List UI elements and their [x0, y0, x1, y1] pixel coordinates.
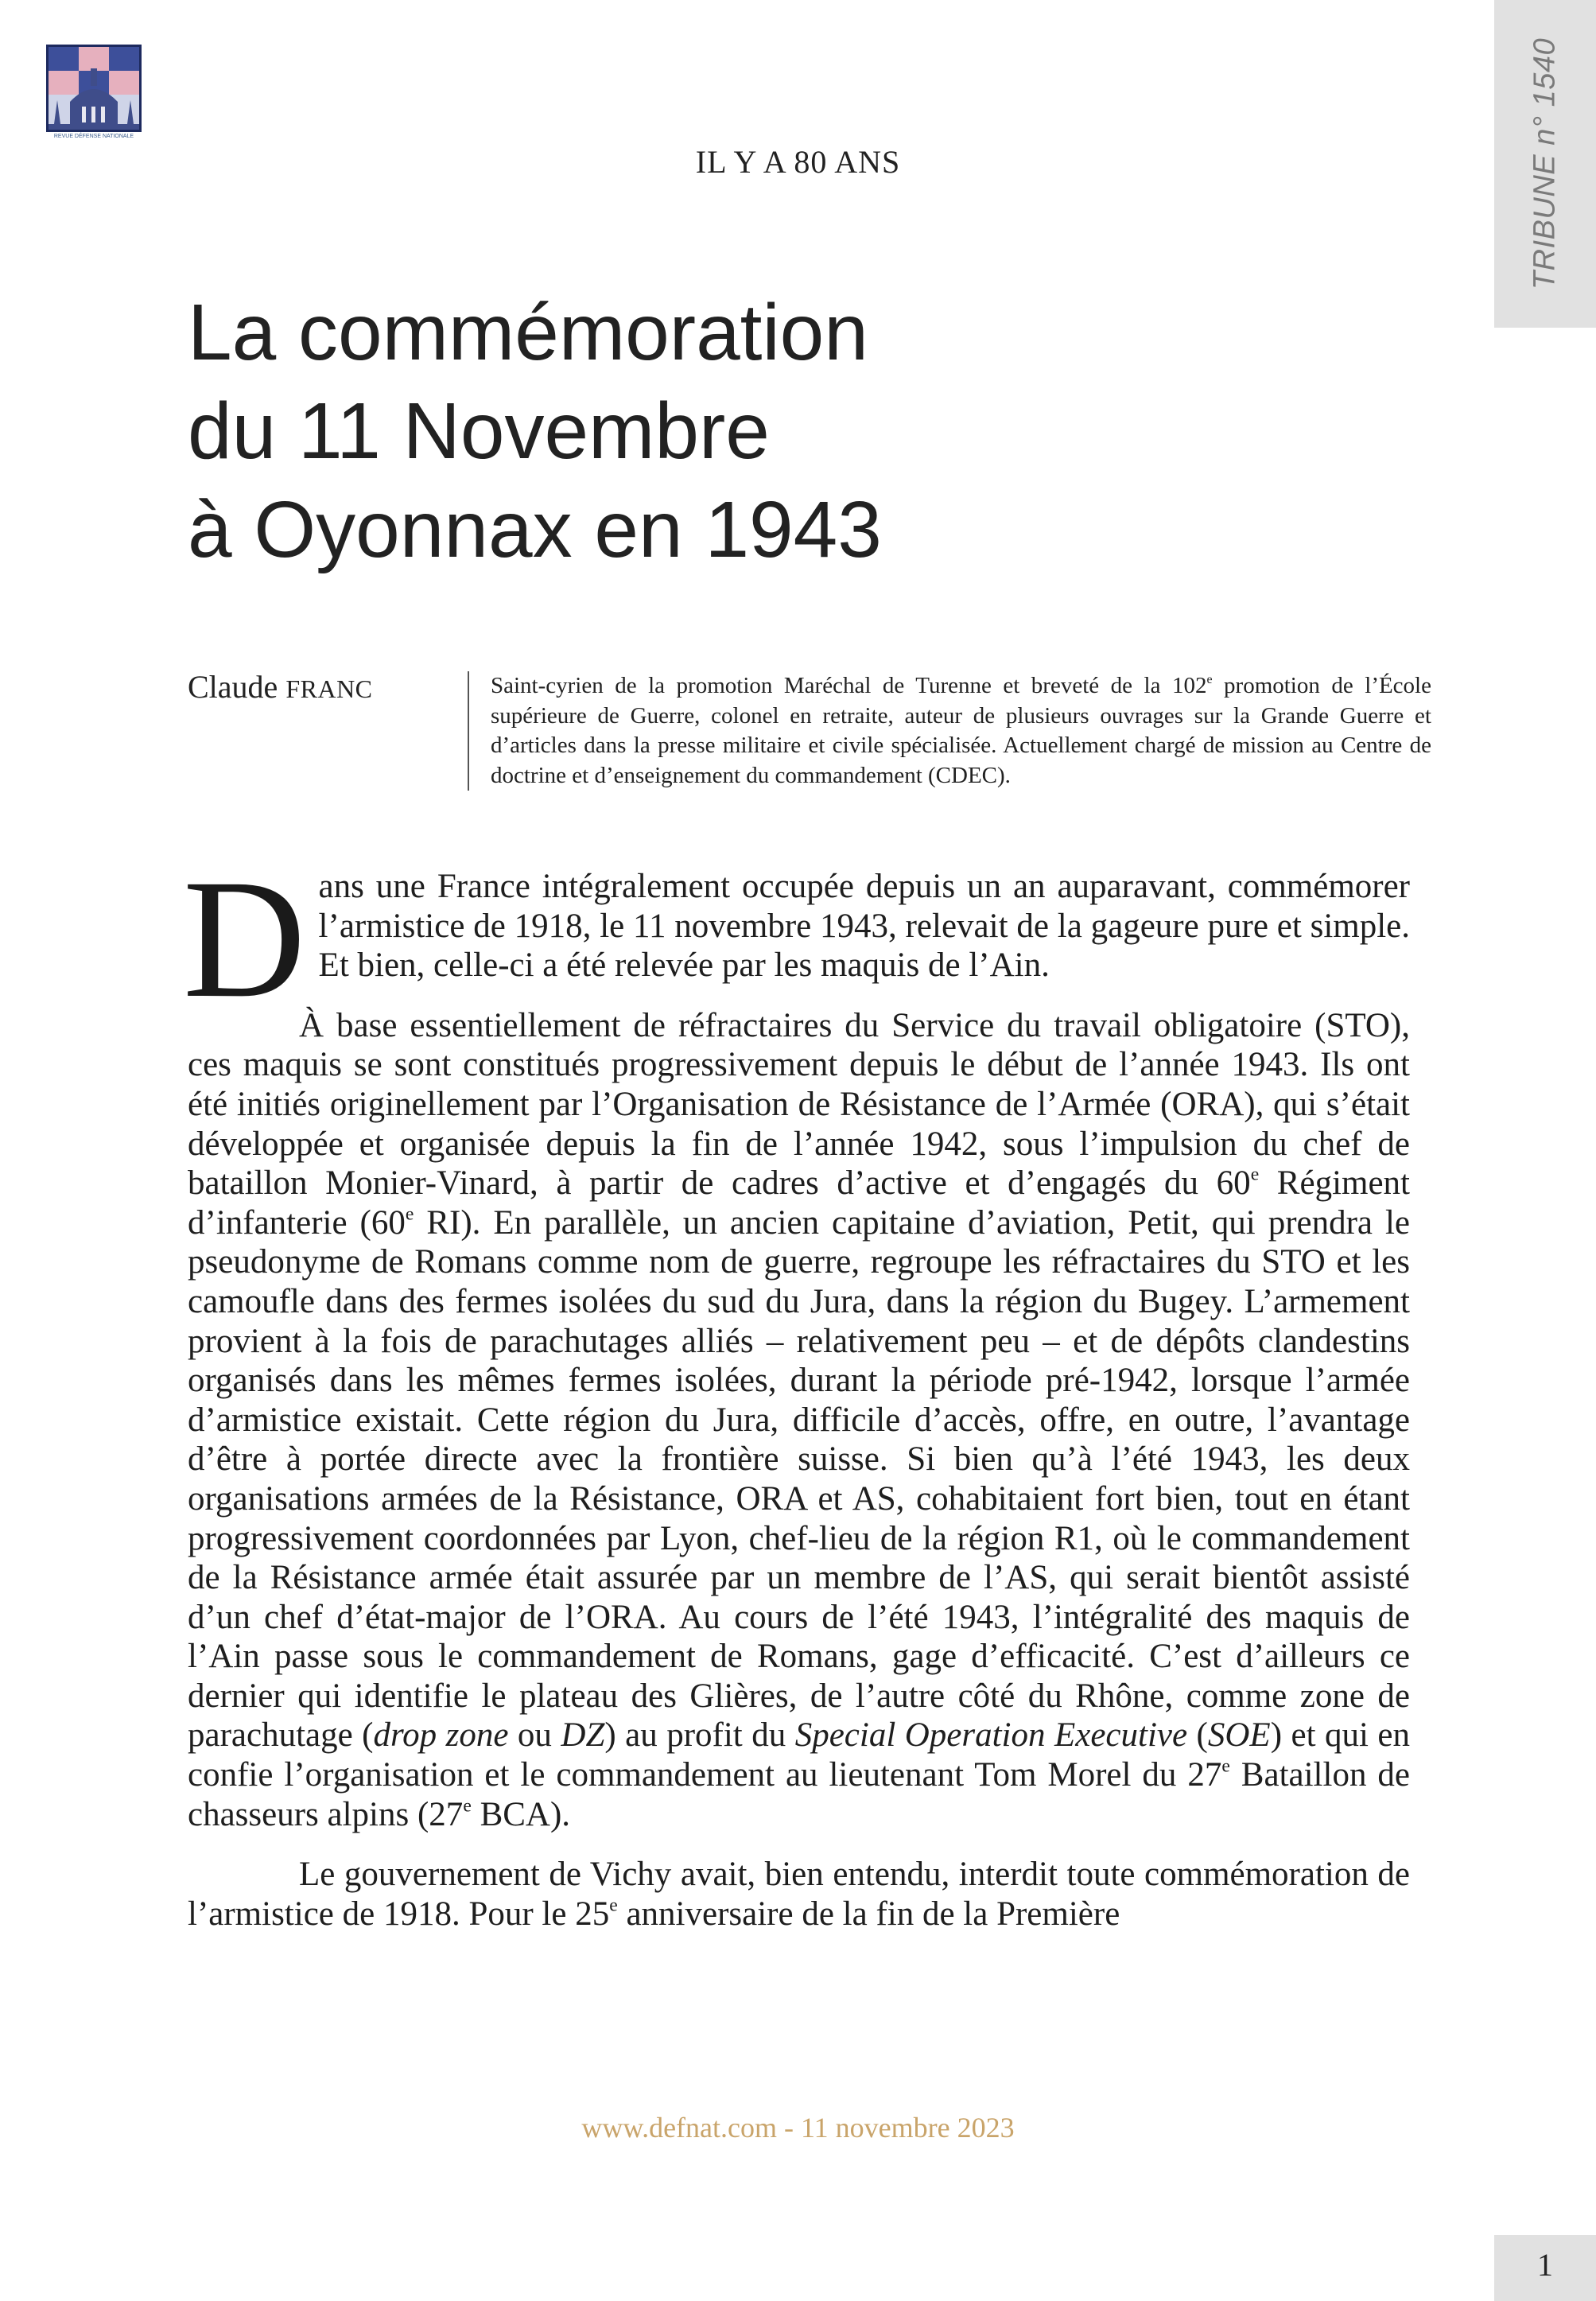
p2-text-5: ) au profit du — [604, 1716, 795, 1755]
logo-caption: REVUE DÉFENSE NATIONALE — [53, 134, 134, 139]
p2-text-4: ou — [508, 1716, 561, 1755]
p2-text-1: À base essentiellement de réfractaires du Service du travail obligatoire (STO), ces maquis se sont constitués progressivement depuis le début de l’année 1943. Ils ont été initiés originellement par l’Organisation de Résistance de l’Armée (ORA), qui s’était développée et organisée depuis la fin de l’année 1942, sous l’impulsion du chef de bataillon Monier-Vinard, à partir de cadres d’active et d’engagés du 60 — [188, 1006, 1410, 1203]
p2-sup-2: e — [405, 1203, 414, 1225]
p2-text-9: BCA). — [471, 1795, 571, 1833]
tribune-label: TRIBUNE n° 1540 — [1528, 37, 1562, 290]
revue-logo — [46, 45, 142, 140]
p2-italic-3: Special Operation Executive — [794, 1716, 1188, 1755]
author-first-name: Claude — [188, 669, 278, 705]
bio-sup: e — [1206, 673, 1213, 687]
title-line-3: à Oyonnax en 1943 — [188, 485, 882, 574]
p3-text-1: Le gouvernement de Vichy avait, bien entendu, interdit toute commémoration de l’armistice de 1918. Pour le 25 — [188, 1856, 1410, 1933]
author-name — [188, 668, 373, 705]
p2-text-7: ) et qui en confie l’organisation et le commandement au lieutenant Tom Morel du 27 — [188, 1716, 1411, 1794]
p2-sup-3: e — [1221, 1755, 1230, 1777]
footer-url-date: www.defnat.com - 11 novembre 2023 — [581, 2112, 1015, 2144]
p2-italic-2: DZ — [561, 1716, 605, 1755]
kicker: IL Y A 80 ANS — [695, 144, 901, 180]
p2-text-3: RI). En parallèle, un ancien capitaine d’aviation, Petit, qui prendra le pseudonyme de Romans comme nom de guerre, regroupe les réfractaires du STO et les camoufle dans des fermes isolées du sud du Jura, dans la région du Bugey. L’armement provient à la fois de parachutages alliés – relativement peu – et de dépôts clandestins organisés dans les mêmes fermes isolées, durant la période pré-1942, lorsque l’armée d’armistice existait. Cette région du Jura, difficile d’accès, offre, en outre, l’avantage d’être à portée directe avec la frontière suisse. Si bien qu’à l’été 1943, les deux organisations armées de la Résistance, ORA et AS, cohabitaient fort bien, tout en étant progressivement coordonnées par Lyon, chef-lieu de la région R1, où le commandement de la Résistance armée était assurée par un membre de l’AS, qui serait bientôt assisté d’un chef d’état-major de l’ORA. Au cours de l’été 1943, l’intégralité des maquis de l’Ain passe sous le commandement de Romans, gage d’efficacité. C’est d’ailleurs ce dernier qui identifie le plateau des Glières, de l’autre côté du Rhône, comme zone de parachutage ( — [188, 1203, 1411, 1755]
logo-image — [46, 45, 142, 140]
article-body — [183, 845, 1411, 1954]
p2-text-6: ( — [1187, 1716, 1208, 1755]
p2-text-2: Régiment d’infanterie (60 — [188, 1164, 1410, 1242]
p2-italic-1: drop zone — [373, 1716, 509, 1755]
author-last-name: FRANC — [285, 674, 373, 703]
p2-sup-4: e — [463, 1794, 472, 1816]
paragraph-1-text: ans une France intégralement occupée depuis un an auparavant, commémorer l’armistice de 1918, le 11 novembre 1943, relevait de la gageure pure et simple. Et bien, celle-ci a été relevée par les maquis de l’Ain. — [318, 868, 1410, 985]
p2-text-8: Bataillon de chasseurs alpins (27 — [188, 1756, 1410, 1833]
bio-text-1: Saint-cyrien de la promotion Maréchal de Turenne et breveté de la 102 — [491, 673, 1207, 698]
drop-cap: D — [183, 845, 306, 1033]
p3-sup-1: e — [609, 1895, 618, 1916]
bio-text-2: promotion de l’École supérieure de Guerre, colonel en retraite, auteur de plusieurs ouvrages sur la Grande Guerre et d’articles dans la presse militaire et civile spécialisée. Actuellement chargé de mission au Centre de doctrine et d’enseignement du commandement (CDEC). — [491, 673, 1431, 788]
paragraph-3 — [188, 1855, 1410, 1934]
paragraph-2 — [188, 1006, 1410, 1834]
page-number: 1 — [1537, 2247, 1553, 2283]
page-number-box — [1494, 2235, 1596, 2301]
article-title — [188, 283, 1301, 579]
p2-italic-4: SOE — [1207, 1716, 1271, 1755]
p3-text-2: anniversaire de la fin de la Première — [617, 1895, 1120, 1933]
author-bio — [468, 671, 1431, 791]
paragraph-1 — [183, 845, 1410, 1033]
p2-sup-1: e — [1250, 1164, 1260, 1185]
title-line-1: La commémoration — [188, 288, 868, 377]
title-line-2: du 11 Novembre — [188, 387, 770, 476]
